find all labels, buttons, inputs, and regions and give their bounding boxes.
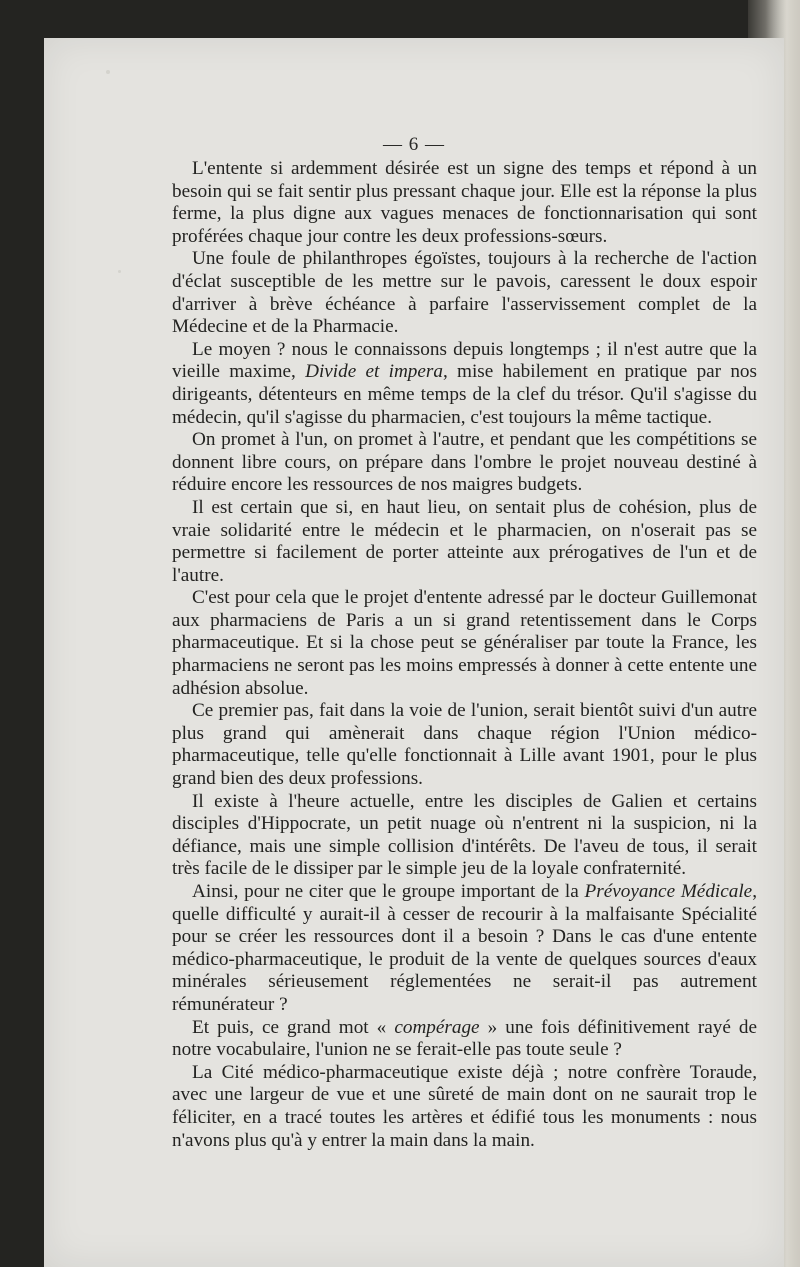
paragraph: Une foule de philanthropes égoïstes, toujours à la recherche de l'action d'éclat susceptible de les mettre sur le pavois, caressent le doux espoir d'arriver à brève échéance à parfaire l'asservissement complet de la Médecine et de la Pharmacie.: [172, 248, 757, 338]
body-text: [172, 158, 757, 1152]
organization-name: Prévoyance Médicale: [584, 881, 753, 902]
paragraph: On promet à l'un, on promet à l'autre, et pendant que les compétitions se donnent libre cours, on prépare dans l'ombre le projet nouveau destiné à réduire encore les ressources de nos maigres budgets.: [172, 429, 757, 496]
paper-smudge: [106, 70, 110, 74]
paragraph: La Cité médico-pharmaceutique existe déjà ; notre confrère Toraude, avec une largeur de vue et une sûreté de main dont on ne saurait trop le féliciter, en a tracé toutes les artères et édifié tous les monuments : nous n'avons plus qu'à y entrer la main dans la main.: [172, 1061, 757, 1151]
paragraph: C'est pour cela que le projet d'entente adressé par le docteur Guillemonat aux pharmaciens de Paris a un si grand retentissement dans le Corps pharmaceutique. Et si la chose peut se généraliser par toute la France, les pharmaciens ne seront pas les moins empressés à donner à cette entente une adhésion absolue.: [172, 587, 757, 699]
latin-phrase: Divide et impera: [305, 361, 443, 383]
paragraph: Il est certain que si, en haut lieu, on sentait plus de cohésion, plus de vraie solidarité entre le médecin et le pharmacien, on n'oserait pas se permettre si facilement de porter atteinte aux prérogatives de l'un et de l'autre.: [172, 496, 757, 586]
paragraph: Il existe à l'heure actuelle, entre les disciples de Galien et certains disciples d'Hippocrate, un petit nuage où n'entrent ni la suspicion, ni la défiance, mais une simple collision d'intérêts. De l'aveu de tous, il serait très facile de le dissiper par le simple jeu de la loyale confraternité.: [172, 790, 757, 880]
paragraph: [172, 1017, 757, 1062]
paragraph: L'entente si ardemment désirée est un signe des temps et répond à un besoin qui se fait sentir plus pressant chaque jour. Elle est la réponse la plus ferme, la plus digne aux vagues menaces de fonctionnarisation qui sont proférées chaque jour contre les deux professions-sœurs.: [172, 158, 757, 247]
paragraph-text: , quelle difficulté y aurait-il à cesser de recourir à la malfaisante Spécialité pour se créer les ressources dont il a besoin ? Dans le cas d'une entente médico-pharmaceutique, le produit de la vente de quelques sources d'eaux minérales sérieusement réglementées ne serait-il pas autrement rémunérateur ?: [172, 881, 757, 1015]
document-page: [44, 38, 784, 1267]
paper-smudge: [118, 270, 121, 273]
page-number: — 6 —: [383, 134, 445, 155]
paragraph-text: Et puis, ce grand mot «: [192, 1016, 395, 1038]
paragraph: Ce premier pas, fait dans la voie de l'union, serait bientôt suivi d'un autre plus grand qui amènerait dans chaque région l'Union médico-pharmaceutique, telle qu'elle fonctionnait à Lille avant 1901, pour le plus grand bien des deux professions.: [172, 700, 757, 790]
paragraph-text: Ainsi, pour ne citer que le groupe important de la: [192, 881, 585, 902]
paragraph: [172, 881, 757, 1017]
paragraph-text: Le moyen ? nous le connaissons depuis longtemps ; il n'est autre que la vieille maxime,: [172, 338, 757, 383]
italic-term: compérage: [394, 1016, 480, 1038]
paragraph: [172, 339, 757, 429]
paragraph-text: , mise habilement en pratique par nos dirigeants, détenteurs en même temps de la clef du trésor. Qu'il s'agisse du médecin, qu'il s'agisse du pharmacien, c'est toujours la même tactique.: [172, 361, 757, 428]
paragraph-text: » une fois définitivement rayé de notre vocabulaire, l'union ne se ferait-elle pas toute seule ?: [172, 1016, 757, 1061]
